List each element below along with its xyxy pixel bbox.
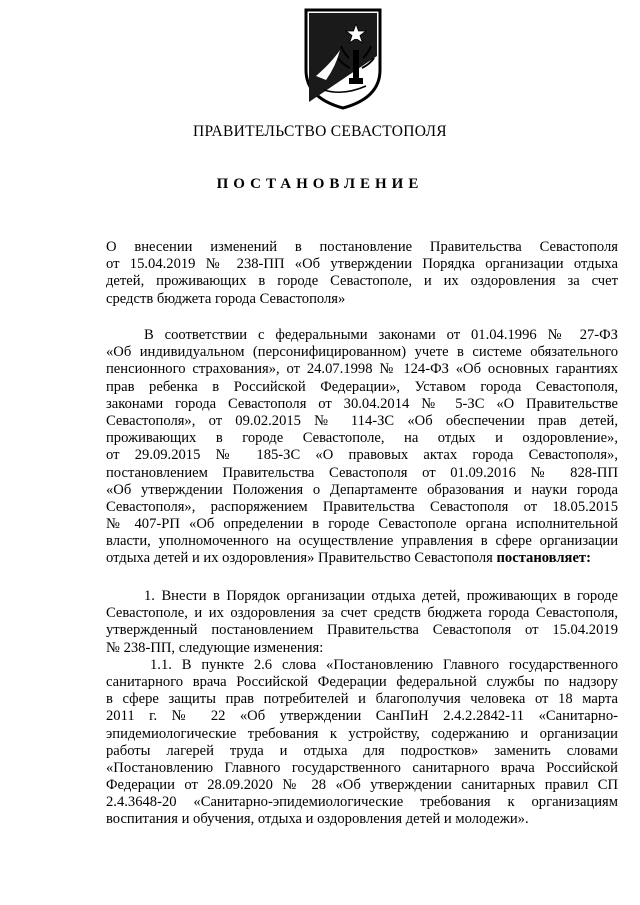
title-line: от 15.04.2019 № 238-ПП «Об утверждении Порядка организации отдыха (106, 256, 618, 273)
item11-line: «Постановлению Главного государственного санитарного врача Российской (106, 759, 618, 776)
title-line: О внесении изменений в постановление Правительства Севастополя (106, 239, 618, 255)
preamble-line: пенсионного страхования», от 24.07.1998 № 124-ФЗ «Об основных гарантиях (106, 361, 618, 378)
preamble-line: постановлением Правительства Севастополя от 01.09.2016 № 828-ПП (106, 464, 618, 481)
item11-line: в сфере защиты прав потребителей и благополучия человека от 18 марта (106, 691, 618, 708)
item1-line: 1. Внести в Порядок организации отдыха детей, проживающих в городе (144, 588, 618, 604)
sevastopol-coat-of-arms-icon (296, 6, 390, 110)
item1-line: утвержденный постановлением Правительства Севастополя от 15.04.2019 (106, 622, 618, 639)
item11-line: 2.4.3648-20 «Санитарно-эпидемиологические требования к организациям (106, 794, 618, 811)
item11-line: эпидемиологические требования к устройству, содержанию и организации (106, 725, 618, 742)
preamble-line: отдыха детей и их оздоровления» Правительство Севастополя (106, 550, 497, 567)
item11-line: 1.1. В пункте 2.6 слова «Постановлению Главного государственного (150, 656, 618, 673)
preamble-line: законами города Севастополя от 30.04.2014 № 5-ЗС «О Правительстве (106, 395, 618, 412)
item11-line: воспитания и обучения, отдыха и оздоровления детей и молодежи». (106, 811, 529, 828)
preamble-line: № 407-РП «Об определении в городе Севастополе органа исполнительной (106, 516, 618, 533)
item1-line: Севастополе, и их оздоровления за счет средств бюджета города Севастополя, (106, 605, 618, 622)
preamble-line: проживающих в городе Севастополе, на отдых и оздоровление», (106, 430, 618, 447)
preamble-last-line (106, 550, 618, 567)
item1-line: № 238-ПП, следующие изменения: (106, 639, 324, 656)
preamble-line: Севастополя», распоряжением Правительства Севастополя от 18.05.2015 (106, 498, 618, 515)
document-title (106, 239, 618, 308)
resolves-verb: постановляет: (496, 550, 591, 567)
item11-line: работы лагерей труда и отдыха для подростков» заменить словами (106, 742, 618, 759)
item-1 (106, 588, 618, 829)
preamble-line: Севастополя», от 09.02.2015 № 114-ЗС «Об обеспечении прав детей, (106, 412, 618, 429)
preamble (106, 327, 618, 568)
preamble-line: В соответствии с федеральными законами от 01.04.1996 № 27-ФЗ (144, 327, 618, 343)
preamble-line: от 29.09.2015 № 185-ЗС «О правовых актах города Севастополя», (106, 447, 618, 464)
government-name: ПРАВИТЕЛЬСТВО СЕВАСТОПОЛЯ (193, 123, 447, 140)
document-type: ПОСТАНОВЛЕНИЕ (216, 176, 424, 192)
title-line: детей, проживающих в городе Севастополе, и их оздоровления за счет (106, 273, 618, 290)
item11-line: Федерации от 28.09.2020 № 28 «Об утверждении санитарных правил СП (106, 777, 618, 794)
item11-line: санитарного врача Российской Федерации федеральной службы по надзору (106, 673, 618, 690)
item11-line: 2011 г. № 22 «Об утверждении СанПиН 2.4.2.2842-11 «Санитарно- (106, 708, 618, 725)
preamble-line: «Об утверждении Положения о Департаменте образования и науки города (106, 481, 618, 498)
preamble-line: «Об индивидуальном (персонифицированном) учете в системе обязательного (106, 344, 618, 361)
title-line: средств бюджета города Севастополя» (106, 290, 346, 307)
preamble-line: власти, уполномоченного на осуществление управления в сфере организации (106, 533, 618, 550)
preamble-line: прав ребенка в Российской Федерации», Уставом города Севастополя, (106, 378, 618, 395)
